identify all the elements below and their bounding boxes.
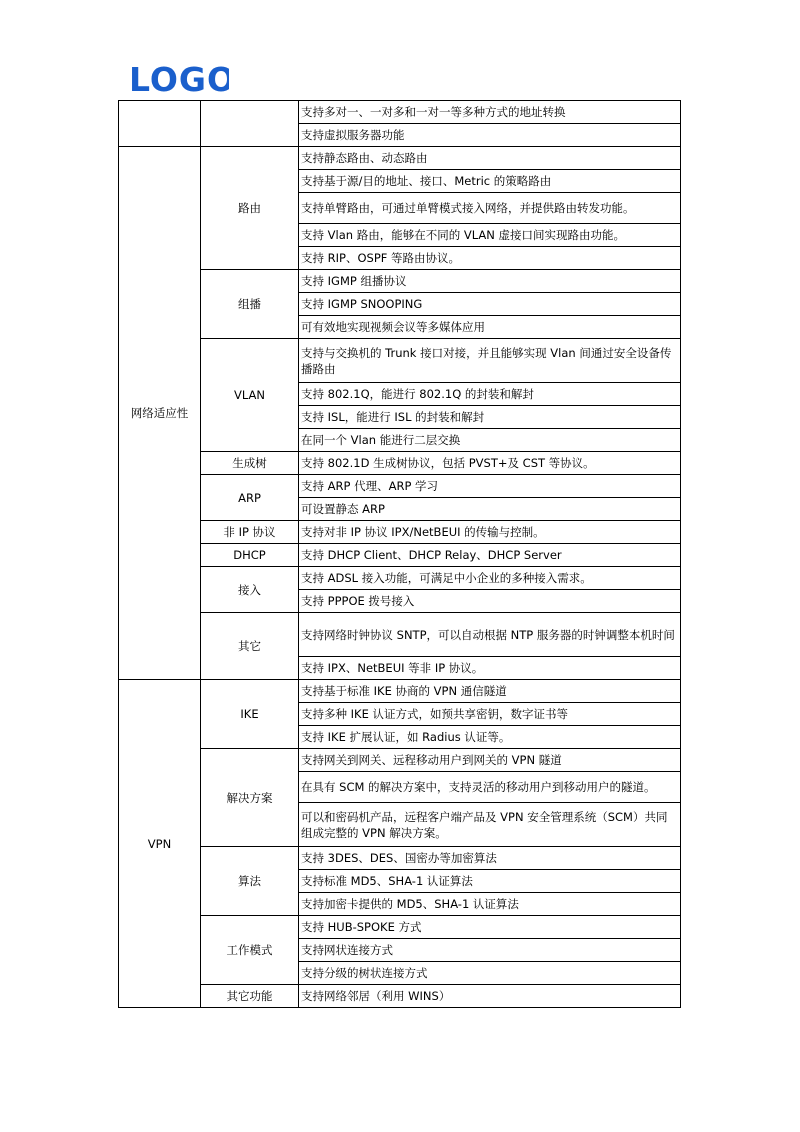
feature-item-cell: 支持对非 IP 协议 IPX/NetBEUI 的传输与控制。 — [299, 521, 681, 544]
feature-group-cell: 组播 — [201, 270, 299, 339]
feature-item-cell: 可以和密码机产品，远程客户端产品及 VPN 安全管理系统（SCM）共同组成完整的 VPN 解决方案。 — [299, 803, 681, 847]
table-row — [119, 680, 681, 703]
spec-table — [118, 100, 681, 1008]
feature-item-cell: 支持 802.1Q，能进行 802.1Q 的封装和解封 — [299, 383, 681, 406]
feature-item-cell: 支持 802.1D 生成树协议，包括 PVST+及 CST 等协议。 — [299, 452, 681, 475]
feature-group-cell: 路由 — [201, 147, 299, 270]
table-row — [119, 101, 681, 124]
feature-item-cell: 支持标准 MD5、SHA-1 认证算法 — [299, 870, 681, 893]
table-row — [119, 567, 681, 590]
feature-item-cell: 支持 ISL，能进行 ISL 的封装和解封 — [299, 406, 681, 429]
feature-item-cell: 支持 ADSL 接入功能，可满足中小企业的多种接入需求。 — [299, 567, 681, 590]
feature-item-cell: 支持多种 IKE 认证方式，如预共享密钥，数字证书等 — [299, 703, 681, 726]
feature-item-cell: 支持 ARP 代理、ARP 学习 — [299, 475, 681, 498]
feature-item-cell: 支持网关到网关、远程移动用户到网关的 VPN 隧道 — [299, 749, 681, 772]
feature-item-cell: 在具有 SCM 的解决方案中，支持灵活的移动用户到移动用户的隧道。 — [299, 772, 681, 803]
feature-group-cell: 其它 — [201, 613, 299, 680]
logo-text: LOGO — [129, 62, 229, 96]
table-row — [119, 847, 681, 870]
table-row — [119, 147, 681, 170]
feature-group-cell: 工作模式 — [201, 916, 299, 985]
feature-item-cell: 支持多对一、一对多和一对一等多种方式的地址转换 — [299, 101, 681, 124]
feature-item-cell: 支持 PPPOE 拨号接入 — [299, 590, 681, 613]
feature-group-cell: 非 IP 协议 — [201, 521, 299, 544]
feature-group-cell: 其它功能 — [201, 985, 299, 1008]
feature-item-cell: 支持单臂路由，可通过单臂模式接入网络，并提供路由转发功能。 — [299, 193, 681, 224]
table-row — [119, 339, 681, 383]
feature-item-cell: 支持 IKE 扩展认证，如 Radius 认证等。 — [299, 726, 681, 749]
feature-item-cell: 支持 IPX、NetBEUI 等非 IP 协议。 — [299, 657, 681, 680]
feature-item-cell: 支持 Vlan 路由，能够在不同的 VLAN 虚接口间实现路由功能。 — [299, 224, 681, 247]
feature-item-cell: 支持与交换机的 Trunk 接口对接，并且能够实现 Vlan 间通过安全设备传播路由 — [299, 339, 681, 383]
feature-item-cell: 支持网状连接方式 — [299, 939, 681, 962]
feature-item-cell: 支持 3DES、DES、国密办等加密算法 — [299, 847, 681, 870]
feature-item-cell: 在同一个 Vlan 能进行二层交换 — [299, 429, 681, 452]
feature-item-cell: 支持基于源/目的地址、接口、Metric 的策略路由 — [299, 170, 681, 193]
feature-item-cell: 支持静态路由、动态路由 — [299, 147, 681, 170]
category-cell: VPN — [119, 680, 201, 1008]
table-row — [119, 475, 681, 498]
feature-item-cell: 可有效地实现视频会议等多媒体应用 — [299, 316, 681, 339]
feature-item-cell: 支持基于标准 IKE 协商的 VPN 通信隧道 — [299, 680, 681, 703]
feature-group-cell: 解决方案 — [201, 749, 299, 847]
feature-item-cell: 支持 IGMP 组播协议 — [299, 270, 681, 293]
feature-item-cell: 支持 DHCP Client、DHCP Relay、DHCP Server — [299, 544, 681, 567]
category-cell: 网络适应性 — [119, 147, 201, 680]
feature-group-cell — [201, 101, 299, 147]
logo — [129, 62, 229, 96]
feature-item-cell: 支持虚拟服务器功能 — [299, 124, 681, 147]
feature-group-cell: VLAN — [201, 339, 299, 452]
table-row — [119, 749, 681, 772]
feature-item-cell: 支持网络时钟协议 SNTP，可以自动根据 NTP 服务器的时钟调整本机时间 — [299, 613, 681, 657]
feature-group-cell: IKE — [201, 680, 299, 749]
feature-group-cell: 生成树 — [201, 452, 299, 475]
table-row — [119, 916, 681, 939]
feature-item-cell: 支持分级的树状连接方式 — [299, 962, 681, 985]
table-row — [119, 613, 681, 657]
table-row — [119, 270, 681, 293]
table-row — [119, 544, 681, 567]
table-row — [119, 985, 681, 1008]
feature-item-cell: 支持网络邻居（利用 WINS） — [299, 985, 681, 1008]
category-cell — [119, 101, 201, 147]
feature-item-cell: 支持 IGMP SNOOPING — [299, 293, 681, 316]
feature-item-cell: 可设置静态 ARP — [299, 498, 681, 521]
feature-group-cell: ARP — [201, 475, 299, 521]
feature-item-cell: 支持 HUB-SPOKE 方式 — [299, 916, 681, 939]
feature-item-cell: 支持 RIP、OSPF 等路由协议。 — [299, 247, 681, 270]
feature-group-cell: 算法 — [201, 847, 299, 916]
feature-group-cell: 接入 — [201, 567, 299, 613]
feature-group-cell: DHCP — [201, 544, 299, 567]
table-row — [119, 521, 681, 544]
table-row — [119, 452, 681, 475]
feature-item-cell: 支持加密卡提供的 MD5、SHA-1 认证算法 — [299, 893, 681, 916]
